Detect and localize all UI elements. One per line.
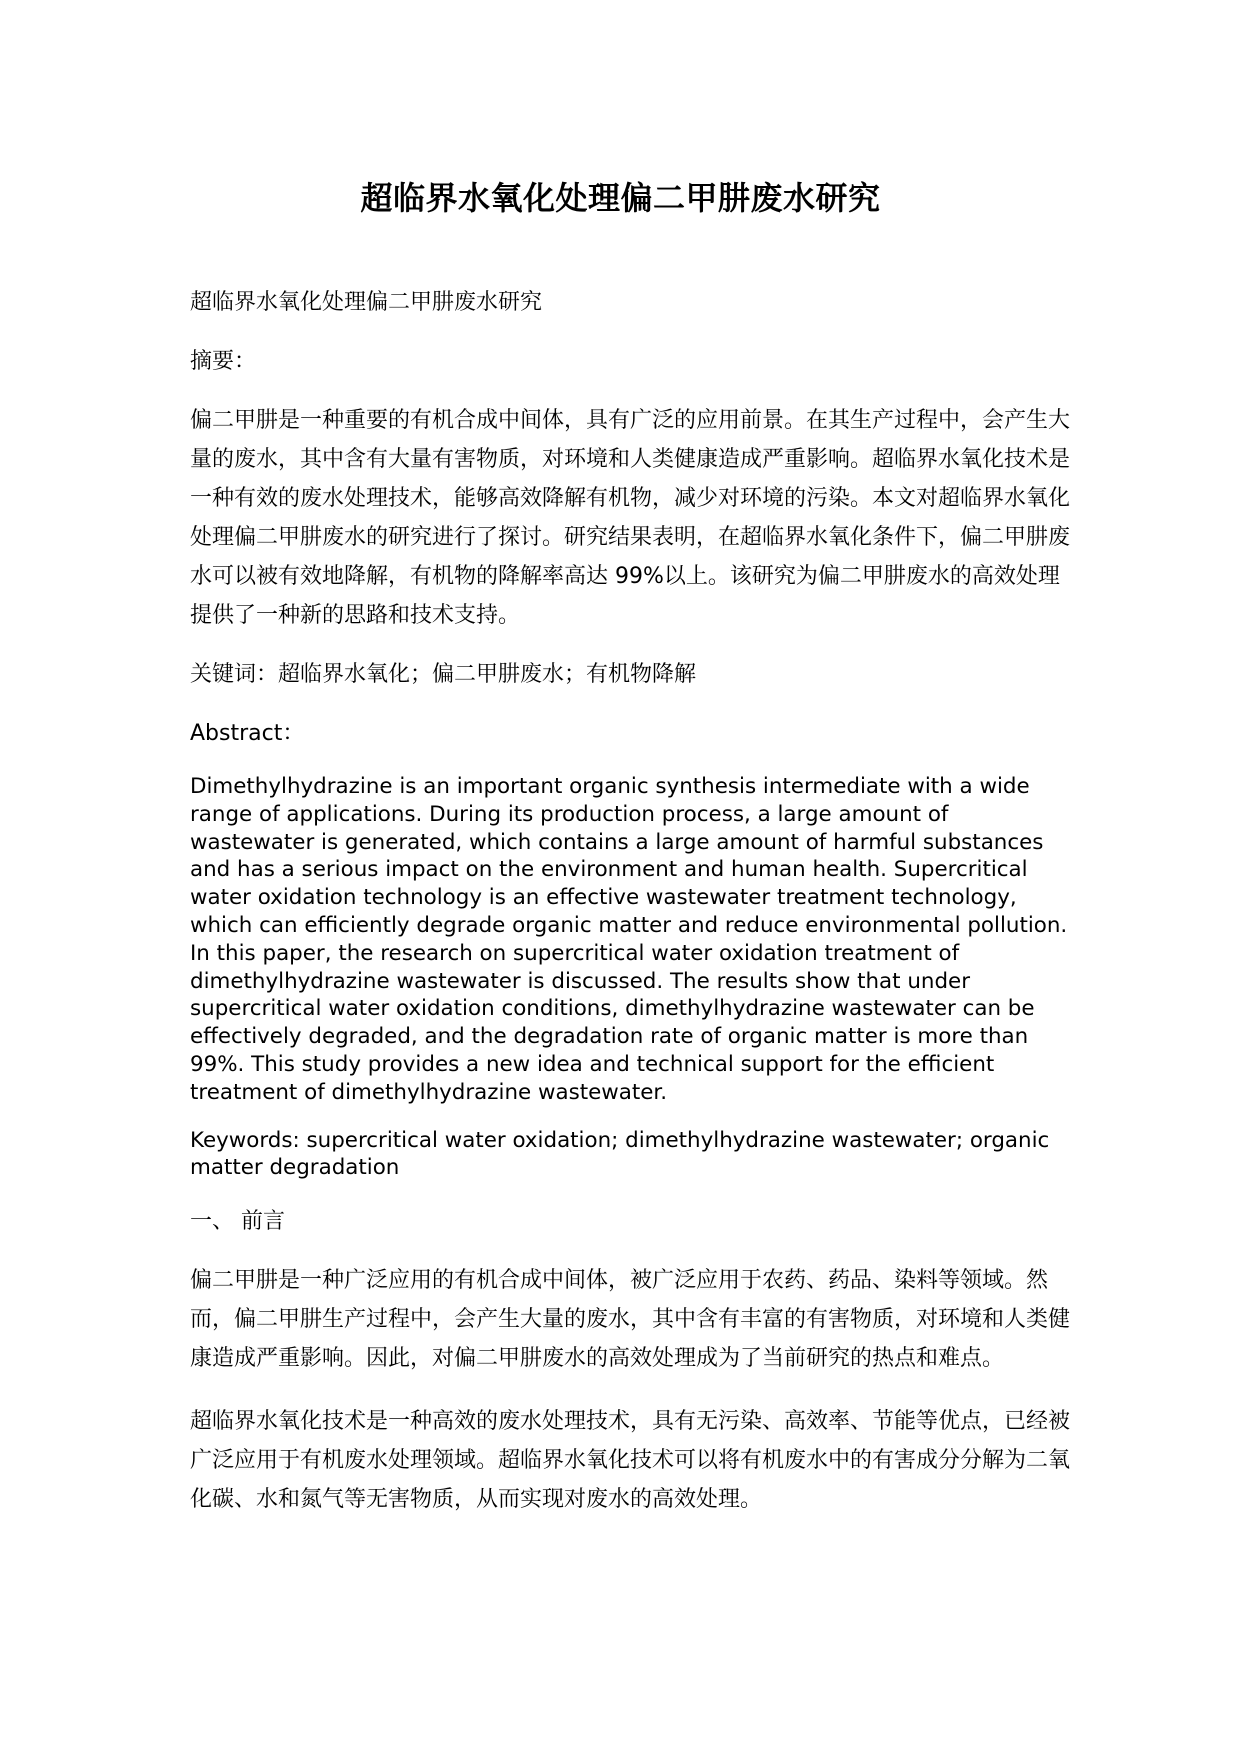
introduction-paragraph-1: 偏二甲肼是一种广泛应用的有机合成中间体，被广泛应用于农药、药品、染料等领域。然而，偏二甲肼生产过程中，会产生大量的废水，其中含有丰富的有害物质，对环境和人类健康造成严重影响。因此，对偏二甲肼废水的高效处理成为了当前研究的热点和难点。	[190, 1268, 1071, 1372]
section-heading-introduction: 一、 前言	[190, 1209, 285, 1235]
keywords-en: Keywords: supercritical water oxidation; dimethylhydrazine wastewater; organic matter degradation	[190, 1127, 1050, 1181]
document-body	[190, 283, 1070, 1519]
abstract-cn-label: 摘要：	[190, 349, 257, 374]
document-subtitle: 超临界水氧化处理偏二甲肼废水研究	[190, 290, 543, 315]
introduction-paragraph-2: 超临界水氧化技术是一种高效的废水处理技术，具有无污染、高效率、节能等优点，已经被广泛应用于有机废水处理领域。超临界水氧化技术可以将有机废水中的有害成分分解为二氧化碳、水和氮气等无害物质，从而实现对废水的高效处理。	[190, 1409, 1071, 1513]
abstract-en-paragraph: Dimethylhydrazine is an important organic synthesis intermediate with a wide range of applications. During its production process, a large amount of wastewater is generated, which contains a large amount of harmful substances and has a serious impact on the environment and human health. Supercritical water oxidation technology is an effective wastewater treatment technology, which can efficiently degrade organic matter and reduce environmental pollution. In this paper, the research on supercritical water oxidation treatment of dimethylhydrazine wastewater is discussed. The results show that under supercritical water oxidation conditions, dimethylhydrazine wastewater can be effectively degraded, and the degradation rate of organic matter is more than 99%. This study provides a new idea and technical support for the efficient treatment of dimethylhydrazine wastewater.	[190, 774, 1068, 1105]
abstract-en-label: Abstract：	[190, 721, 305, 746]
abstract-cn-paragraph: 偏二甲肼是一种重要的有机合成中间体，具有广泛的应用前景。在其生产过程中，会产生大量的废水，其中含有大量有害物质，对环境和人类健康造成严重影响。超临界水氧化技术是一种有效的废水处理技术，能够高效降解有机物，减少对环境的污染。本文对超临界水氧化处理偏二甲肼废水的研究进行了探讨。研究结果表明，在超临界水氧化条件下，偏二甲肼废水可以被有效地降解，有机物的降解率高达 99%以上。该研究为偏二甲肼废水的高效处理提供了一种新的思路和技术支持。	[190, 408, 1071, 628]
document-title: 超临界水氧化处理偏二甲肼废水研究	[360, 179, 881, 217]
keywords-cn: 关键词：超临界水氧化；偏二甲肼废水；有机物降解	[190, 662, 697, 687]
